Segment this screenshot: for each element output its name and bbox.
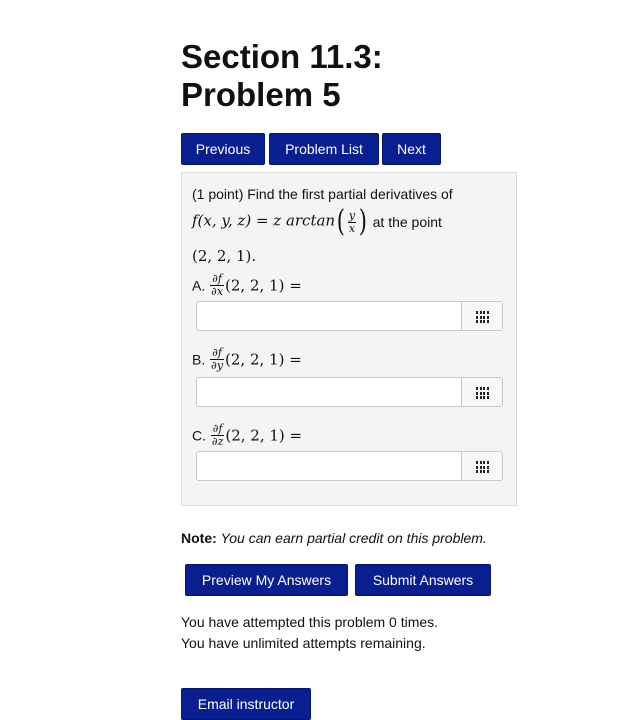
partial-credit-note: [181, 530, 487, 546]
part-b-numerator: ∂f: [210, 347, 224, 360]
part-b: [192, 347, 302, 372]
part-c-denominator: ∂z: [211, 435, 224, 448]
part-a: [192, 273, 302, 298]
answer-row-c: [196, 451, 502, 481]
page-title: [181, 38, 581, 114]
email-instructor-button[interactable]: Email instructor: [181, 688, 311, 720]
grid-icon: [476, 461, 489, 473]
part-b-label: B.: [192, 351, 206, 368]
answer-a-input[interactable]: [196, 301, 462, 331]
equation-editor-button-b[interactable]: [461, 377, 503, 407]
attempt-status: [181, 612, 438, 654]
part-a-derivative: [210, 273, 224, 298]
next-button[interactable]: Next: [382, 133, 441, 165]
part-c: [192, 423, 302, 448]
answer-row-b: [196, 377, 502, 407]
at-point-text: at the point: [372, 214, 442, 230]
grid-icon: [476, 311, 489, 323]
problem-point: (2, 2, 1).: [192, 247, 257, 265]
part-c-rhs: (2, 2, 1) =: [225, 426, 303, 445]
remaining-text: You have unlimited attempts remaining.: [181, 635, 426, 651]
submit-answers-button[interactable]: Submit Answers: [355, 564, 491, 596]
note-text: You can earn partial credit on this problem.: [220, 530, 487, 546]
equation-editor-button-c[interactable]: [461, 451, 503, 481]
problem-panel: [181, 172, 517, 506]
part-b-derivative: [210, 347, 224, 372]
fraction-denominator: x: [348, 221, 356, 235]
problem-intro: (1 point) Find the first partial derivatives of: [192, 186, 453, 202]
problem-function: [192, 204, 442, 239]
note-label: Note:: [181, 530, 217, 546]
left-paren: (: [336, 204, 346, 239]
part-c-derivative: [211, 423, 224, 448]
function-lhs: f(x, y, z) = z arctan: [192, 211, 336, 230]
previous-button[interactable]: Previous: [181, 133, 265, 165]
part-b-denominator: ∂y: [211, 359, 224, 372]
problem-list-button[interactable]: Problem List: [269, 133, 379, 165]
title-line-1: Section 11.3:: [181, 38, 383, 75]
part-a-rhs: (2, 2, 1) =: [225, 276, 302, 295]
right-paren: ): [358, 204, 367, 239]
part-c-numerator: ∂f: [212, 422, 223, 435]
part-a-label: A.: [192, 277, 206, 294]
title-line-2: Problem 5: [181, 76, 341, 113]
grid-icon: [476, 387, 489, 399]
part-a-numerator: ∂f: [210, 273, 224, 286]
part-b-rhs: (2, 2, 1) =: [225, 350, 302, 369]
answer-c-input[interactable]: [196, 451, 462, 481]
function-fraction: [348, 210, 356, 235]
preview-answers-button[interactable]: Preview My Answers: [185, 564, 348, 596]
answer-row-a: [196, 301, 502, 331]
part-a-denominator: ∂x: [211, 285, 224, 298]
answer-b-input[interactable]: [196, 377, 462, 407]
fraction-numerator: y: [348, 208, 356, 222]
attempted-text: You have attempted this problem 0 times.: [181, 614, 439, 630]
part-c-label: C.: [192, 427, 206, 444]
equation-editor-button-a[interactable]: [461, 301, 503, 331]
